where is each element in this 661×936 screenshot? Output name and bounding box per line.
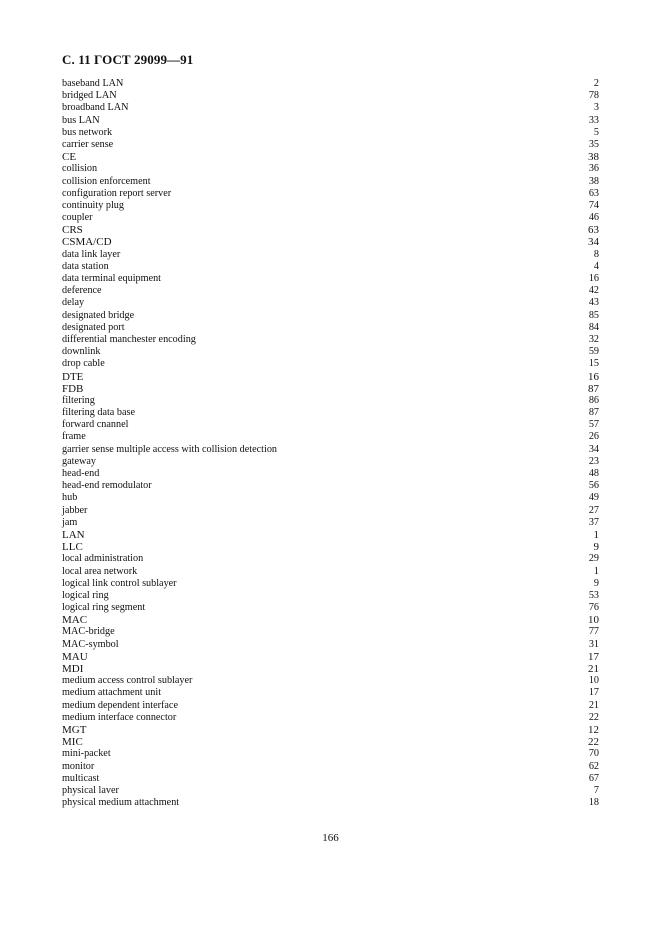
index-entry (62, 505, 599, 517)
index-term-number: 1 (593, 565, 599, 577)
index-entry (62, 712, 599, 724)
index-term-number: 63 (588, 187, 599, 199)
index-term: deference (62, 285, 102, 297)
index-entry (62, 334, 599, 346)
index-term-number: 3 (593, 102, 599, 114)
index-entry (62, 651, 599, 663)
index-term-number: 35 (588, 138, 599, 150)
index-term-number: 12 (588, 723, 599, 736)
index-term-number: 9 (593, 541, 599, 554)
index-term-number: 48 (588, 468, 599, 479)
index-term: filtering (62, 394, 95, 406)
index-entry (62, 224, 599, 236)
index-term-number: 22 (588, 736, 599, 749)
index-term-number: 26 (588, 431, 599, 443)
index-term: MAC (62, 614, 88, 627)
index-term: logical ring (62, 589, 109, 601)
index-entry (62, 78, 599, 90)
index-term-number: 87 (588, 407, 599, 419)
index-term-number: 21 (588, 663, 599, 675)
index-entry (62, 480, 599, 492)
index-term-number: 38 (588, 151, 599, 164)
index-term-number: 62 (588, 760, 599, 772)
index-entry (62, 675, 599, 687)
index-term-number: 84 (588, 321, 599, 333)
index-term-number: 63 (588, 224, 599, 237)
index-entry (62, 310, 599, 322)
index-term: bus network (62, 126, 113, 138)
index-entry (62, 590, 599, 602)
index-term-number: 22 (588, 711, 599, 723)
index-term: jabber (62, 504, 88, 516)
index-term: medium access control sublayer (62, 675, 193, 687)
index-entry (62, 127, 599, 139)
index-term-number: 2 (593, 78, 599, 89)
index-term-number: 34 (588, 236, 599, 249)
page-number: 166 (322, 832, 339, 844)
index-term-number: 70 (588, 748, 599, 760)
index-term: collision enforcement (62, 175, 151, 187)
index-entry (62, 761, 599, 773)
page-header: С. 11 ГОСТ 29099—91 (62, 52, 194, 67)
index-entry (62, 188, 599, 200)
index-entry (62, 541, 599, 553)
index-term-number: 18 (588, 797, 599, 809)
index-term-number: 17 (588, 650, 599, 663)
index-term-number: 38 (588, 175, 599, 187)
index-entry (62, 468, 599, 480)
index-term: designated port (62, 321, 125, 333)
index-term: CE (62, 151, 77, 164)
index-term: mini-packet (62, 748, 111, 760)
index-term: MAC-symbol (62, 638, 119, 650)
index-term-number: 31 (588, 638, 599, 650)
index-entry (62, 273, 599, 285)
index-term: delay (62, 297, 85, 309)
index-term: MAC-bridge (62, 626, 115, 638)
index-term-number: 53 (588, 589, 599, 601)
index-term-number: 42 (588, 285, 599, 297)
index-entry (62, 444, 599, 456)
index-term: data station (62, 260, 109, 272)
index-term-number: 8 (593, 248, 599, 260)
index-entry (62, 553, 599, 565)
index-entry (62, 529, 599, 541)
index-term: data terminal equipment (62, 273, 162, 284)
index-term: physical laver (62, 784, 119, 796)
index-term: hub (62, 492, 78, 504)
index-term-number: 7 (593, 784, 599, 796)
index-entry (62, 383, 599, 395)
index-term: local area network (62, 565, 138, 577)
index-term-number: 49 (588, 492, 599, 504)
index-entry (62, 163, 599, 175)
index-term: FDB (62, 382, 84, 395)
index-term-number: 27 (588, 504, 599, 516)
index-entry (62, 785, 599, 797)
index-term-number: 15 (588, 358, 599, 370)
index-term: data link layer (62, 248, 121, 260)
index-term-number: 46 (588, 212, 599, 224)
index-entry (62, 736, 599, 748)
index-term: CRS (62, 224, 83, 237)
index-term: garrier sense multiple access with collision detection (62, 443, 278, 455)
index-term-number: 17 (588, 687, 599, 699)
index-entry (62, 639, 599, 651)
index-term: logical ring segment (62, 602, 146, 614)
index-term: LLC (62, 541, 83, 554)
index-entry (62, 261, 599, 273)
index-term: forward cnannel (62, 419, 129, 431)
index-entry (62, 566, 599, 578)
index-term-number: 86 (588, 394, 599, 406)
index-term-number: 56 (588, 480, 599, 492)
index-entry (62, 614, 599, 626)
index-term: MIC (62, 736, 83, 749)
index-entry (62, 407, 599, 419)
index-entry (62, 236, 599, 248)
index-entry (62, 371, 599, 383)
index-term-number: 34 (588, 443, 599, 455)
index-term: medium dependent interface (62, 699, 178, 711)
index-term: MAU (62, 650, 88, 663)
index-term: medium interface connector (62, 711, 177, 723)
index-term: logical link control sublayer (62, 577, 177, 589)
term-index-list (62, 78, 599, 809)
index-term-number: 57 (588, 419, 599, 431)
index-entry (62, 419, 599, 431)
index-entry (62, 200, 599, 212)
index-term: head-end (62, 468, 100, 479)
index-entry (62, 663, 599, 675)
index-term-number: 67 (588, 772, 599, 784)
index-entry (62, 151, 599, 163)
index-term-number: 43 (588, 297, 599, 309)
index-term-number: 23 (588, 455, 599, 467)
index-term: carrier sense (62, 138, 114, 150)
index-term-number: 21 (588, 699, 599, 711)
index-entry (62, 626, 599, 638)
index-term-number: 76 (588, 602, 599, 614)
index-term: bus LAN (62, 114, 100, 126)
index-term: MGT (62, 723, 87, 736)
index-term: designated bridge (62, 309, 135, 321)
index-term: local administration (62, 553, 144, 565)
index-term-number: 33 (588, 114, 599, 126)
index-entry (62, 322, 599, 334)
index-entry (62, 249, 599, 261)
index-entry (62, 492, 599, 504)
index-term-number: 1 (593, 528, 599, 541)
index-term: coupler (62, 212, 93, 224)
index-entry (62, 602, 599, 614)
index-term: continuity plug (62, 199, 124, 211)
index-entry (62, 456, 599, 468)
index-entry (62, 102, 599, 114)
index-entry (62, 687, 599, 699)
index-entry (62, 297, 599, 309)
index-term: drop cable (62, 358, 105, 370)
index-entry (62, 139, 599, 151)
index-entry (62, 517, 599, 529)
index-term: baseband LAN (62, 78, 124, 89)
index-term-number: 59 (588, 346, 599, 358)
index-term: differential manchester encoding (62, 333, 196, 345)
index-term: monitor (62, 760, 95, 772)
index-term: medium attachment unit (62, 687, 162, 699)
index-entry (62, 346, 599, 358)
index-entry (62, 578, 599, 590)
index-term: gateway (62, 455, 96, 467)
index-term: downlink (62, 346, 101, 358)
index-term: collision (62, 163, 98, 175)
index-term-number: 85 (588, 309, 599, 321)
index-entry (62, 90, 599, 102)
index-term-number: 5 (593, 126, 599, 138)
index-entry (62, 176, 599, 188)
index-term: frame (62, 431, 86, 443)
index-term: bridged LAN (62, 90, 117, 102)
index-term-number: 74 (588, 199, 599, 211)
index-term-number: 36 (588, 163, 599, 175)
index-entry (62, 431, 599, 443)
index-term: head-end remodulator (62, 480, 152, 492)
index-term: jam (62, 516, 78, 528)
index-term: DTE (62, 370, 84, 383)
index-term-number: 4 (593, 260, 599, 272)
index-term: multicast (62, 772, 100, 784)
index-term-number: 78 (588, 90, 599, 102)
index-term: LAN (62, 528, 85, 541)
index-term: MDI (62, 663, 84, 675)
index-term: physical medium attachment (62, 797, 180, 809)
index-term-number: 29 (588, 553, 599, 565)
index-term-number: 37 (588, 516, 599, 528)
index-term-number: 77 (588, 626, 599, 638)
index-entry (62, 724, 599, 736)
index-entry (62, 212, 599, 224)
index-entry (62, 358, 599, 370)
index-term-number: 10 (588, 675, 599, 687)
index-entry (62, 395, 599, 407)
index-term-number: 9 (593, 577, 599, 589)
index-term: CSMA/CD (62, 236, 112, 249)
index-term-number: 87 (588, 382, 599, 395)
index-term-number: 16 (588, 370, 599, 383)
index-term: broadband LAN (62, 102, 129, 114)
index-term: configuration report server (62, 187, 172, 199)
index-entry (62, 115, 599, 127)
index-entry (62, 700, 599, 712)
index-term-number: 10 (588, 614, 599, 627)
index-term-number: 16 (588, 273, 599, 284)
index-term: filtering data base (62, 407, 135, 419)
index-entry (62, 797, 599, 809)
index-entry (62, 748, 599, 760)
index-entry (62, 773, 599, 785)
index-entry (62, 285, 599, 297)
index-term-number: 32 (588, 333, 599, 345)
